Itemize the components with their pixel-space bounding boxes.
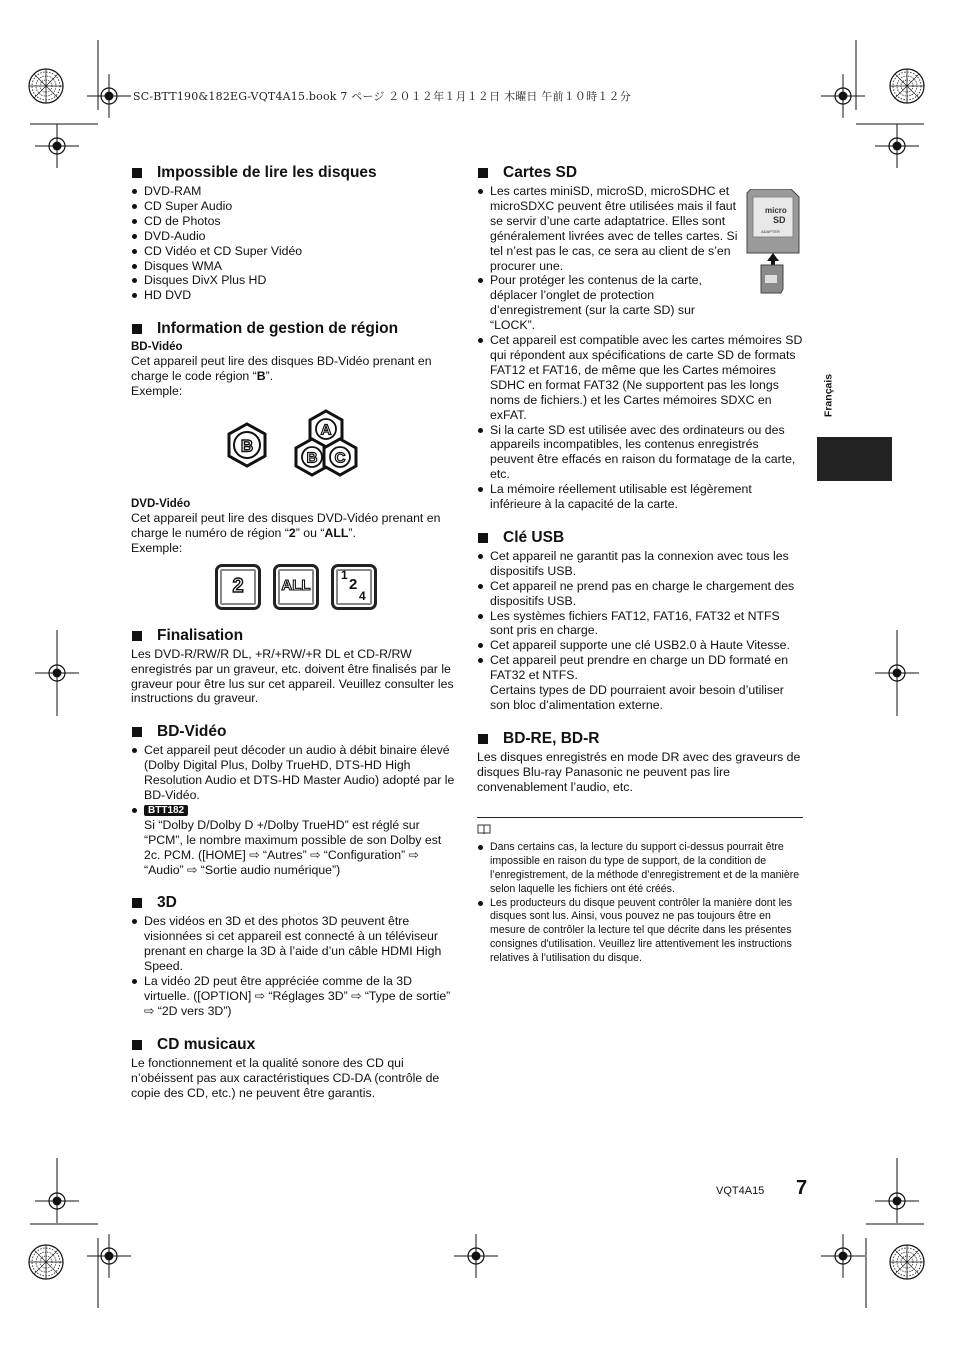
section-usb-key bbox=[477, 528, 803, 713]
square-bullet-icon bbox=[132, 324, 142, 334]
section-3d bbox=[131, 893, 456, 1018]
square-bullet-icon bbox=[478, 734, 488, 744]
svg-text:A: A bbox=[320, 421, 331, 439]
svg-text:B: B bbox=[240, 436, 253, 456]
music-cd-text: Le fonctionnement et la qualité sonore des CD qui n’obéissent pas aux caractéristiques CD-DA (contrôle de copie des CD, etc.) ne peuvent être garantis. bbox=[131, 1055, 440, 1100]
list-item: CD de Photos bbox=[131, 214, 456, 229]
svg-text:C: C bbox=[334, 449, 345, 467]
section-title: CD musicaux bbox=[157, 1035, 256, 1053]
dvd-region-icons bbox=[215, 564, 456, 610]
bd-re-text: Les disques enregistrés en mode DR avec des graveurs de disques Blu-ray Panasonic ne peuvent pas lire convenablement l’audio, etc. bbox=[477, 749, 801, 794]
list-item: Cet appareil peut prendre en charge un DD formaté en FAT32 et NTFS. bbox=[477, 653, 803, 683]
square-bullet-icon bbox=[132, 898, 142, 908]
right-column bbox=[477, 163, 803, 966]
disc-list bbox=[131, 184, 456, 303]
square-bullet-icon bbox=[132, 168, 142, 178]
bd-region-text: Cet appareil peut lire des disques BD-Vidéo prenant en charge le code région “B”. bbox=[131, 354, 432, 384]
list-item: Les systèmes fichiers FAT12, FAT16, FAT32 et NTFS sont pris en charge. bbox=[477, 609, 803, 639]
list-item: Cet appareil ne prend pas en charge le chargement des dispositifs USB. bbox=[477, 579, 803, 609]
print-header: SC-BTT190&182EG-VQT4A15.book 7 ページ ２０１２年１月１２日 木曜日 午前１０時１２分 bbox=[133, 90, 631, 103]
list-item: Cet appareil ne garantit pas la connexion avec tous les dispositifs USB. bbox=[477, 549, 803, 579]
left-column bbox=[131, 163, 456, 1117]
list-item: HD DVD bbox=[131, 288, 456, 303]
section-title: Impossible de lire les disques bbox=[157, 164, 377, 181]
list-item: Si la carte SD est utilisée avec des ordinateurs ou des appareils incompatibles, les contenus enregistrés peuvent être effacés en raison du formatage de la carte, etc. bbox=[477, 423, 803, 483]
list-item: Cet appareil peut décoder un audio à débit binaire élevé (Dolby Digital Plus, Dolby TrueHD, DTS-HD High Resolution Audio et DTS-HD Master Audio) adopté par le BD-Vidéo. bbox=[131, 743, 456, 803]
section-bd-video bbox=[131, 722, 456, 877]
side-language-label: Français bbox=[822, 373, 835, 418]
list-item: Disques WMA bbox=[131, 259, 456, 274]
bd-video-subhead: BD-Vidéo bbox=[131, 341, 183, 354]
list-item: Pour protéger les contenus de la carte, déplacer l’onglet de protection d’enregistrement (sur la carte SD) sur “LOCK”. bbox=[477, 273, 739, 333]
svg-text:micro: micro bbox=[765, 206, 787, 215]
sd-adapter-image bbox=[743, 189, 803, 297]
list-item: Disques DivX Plus HD bbox=[131, 273, 456, 288]
svg-text:ADAPTER: ADAPTER bbox=[761, 229, 780, 234]
section-unplayable-discs bbox=[131, 163, 456, 303]
usb-extra-text: Certains types de DD pourraient avoir besoin d’utiliser son bloc d’alimentation externe. bbox=[490, 683, 784, 712]
list-item: La mémoire réellement utilisable est légèrement inférieure à la capacité de la carte. bbox=[477, 482, 803, 512]
list-item: CD Super Audio bbox=[131, 199, 456, 214]
section-bd-re-bd-r bbox=[477, 729, 803, 795]
side-tab bbox=[817, 437, 892, 481]
page-number: 7 bbox=[796, 1177, 808, 1199]
dvd-region-124-icon: 1 2 4 bbox=[331, 564, 377, 610]
list-item: Cet appareil supporte une clé USB2.0 à Haute Vitesse. bbox=[477, 638, 803, 653]
list-item: La vidéo 2D peut être appréciée comme de la 3D virtuelle. ([OPTION] ⇨ “Réglages 3D” ⇨ “Type de sortie” ⇨ “2D vers 3D”) bbox=[131, 974, 456, 1019]
section-title: BD-RE, BD-R bbox=[503, 729, 600, 747]
list-item: DVD-Audio bbox=[131, 229, 456, 244]
bd-example-label: Exemple: bbox=[131, 384, 183, 399]
list-item: Les producteurs du disque peuvent contrôler la manière dont les disques sont lus. Ainsi, vous pouvez ne pas toujours être en mesure de contrôler la lecture tel que décrite dans les présentes consignes d'utilisation. Veuillez lire attentivement les instructions relatives à l’utilisation du disque. bbox=[477, 897, 803, 966]
section-title: Information de gestion de région bbox=[157, 320, 399, 338]
section-sd-cards bbox=[477, 163, 803, 512]
list-item: DVD-RAM bbox=[131, 184, 456, 199]
section-title: Clé USB bbox=[503, 528, 565, 546]
dvd-video-subhead: DVD-Vidéo bbox=[131, 497, 191, 510]
book-icon bbox=[477, 824, 491, 835]
section-title: Cartes SD bbox=[503, 164, 578, 181]
list-item: Les cartes miniSD, microSD, microSDHC et microSDXC peuvent être utilisées mais il faut se servir d’une carte adaptatrice. Elles sont généralement livrées avec de telles cartes. Si tel n’est pas le cas, ce sera au client de s’en procurer une. bbox=[477, 184, 739, 273]
note-block bbox=[477, 824, 803, 966]
square-bullet-icon bbox=[478, 168, 488, 178]
square-bullet-icon bbox=[478, 533, 488, 543]
section-finalisation bbox=[131, 626, 456, 707]
dvd-region-all-icon: ALL bbox=[273, 564, 319, 610]
list-item: BTT182 Si “Dolby D/Dolby D +/Dolby TrueHD” est réglé sur “PCM”, le nombre maximum possible de son Dolby est 2c. PCM. ([HOME] ⇨ “Autres” ⇨ “Configuration” ⇨ “Audio” ⇨ “Sortie audio numérique”) bbox=[131, 803, 456, 878]
list-item: CD Vidéo et CD Super Vidéo bbox=[131, 244, 456, 259]
list-item: Des vidéos en 3D et des photos 3D peuvent être visionnées si cet appareil est connecté à un téléviseur prenant en charge la 3D à l’aide d’un câble HDMI High Speed. bbox=[131, 914, 456, 974]
dvd-region-2-icon: 2 bbox=[215, 564, 261, 610]
square-bullet-icon bbox=[132, 1040, 142, 1050]
list-item: Cet appareil est compatible avec les cartes mémoires SD qui répondent aux spécifications de carte SD de formats FAT12 et FAT16, de même que les Cartes mémoires SDHC en format FAT32 (Ne supportent pas les longs noms de fichiers.) et les Cartes mémoires SDXC en exFAT. bbox=[477, 333, 803, 422]
square-bullet-icon bbox=[132, 631, 142, 641]
square-bullet-icon bbox=[132, 727, 142, 737]
svg-text:B: B bbox=[306, 449, 317, 467]
finalisation-text: Les DVD-R/RW/R DL, +R/+RW/+R DL et CD-R/RW enregistrés par un graveur, etc. doivent être finalisés par le graveur pour être lus sur cet appareil. Veuillez consulter les instructions du graveur. bbox=[131, 646, 454, 706]
document-code: VQT4A15 bbox=[716, 1185, 765, 1197]
bd-region-abc-icon bbox=[290, 409, 362, 481]
model-badge: BTT182 bbox=[144, 805, 188, 816]
list-item: Dans certains cas, la lecture du support ci-dessus pourrait être impossible en raison du type de support, de la condition de l’enregistrement, de la méthode d’enregistrement et de la manière selon laquelle les fichiers ont été créés. bbox=[477, 841, 803, 896]
dvd-region-text: Cet appareil peut lire des disques DVD-Vidéo prenant en charge le numéro de région “2” ou “ALL”. bbox=[131, 510, 441, 540]
section-region-management bbox=[131, 319, 456, 609]
dvd-example-label: Exemple: bbox=[131, 540, 183, 555]
bd-region-b-icon bbox=[226, 422, 268, 468]
section-title: 3D bbox=[157, 894, 177, 912]
section-title: BD-Vidéo bbox=[157, 723, 227, 741]
svg-text:SD: SD bbox=[773, 215, 786, 225]
section-music-cd bbox=[131, 1035, 456, 1101]
section-title: Finalisation bbox=[157, 626, 244, 644]
bd-region-icons bbox=[131, 407, 456, 483]
note-divider bbox=[477, 817, 803, 818]
